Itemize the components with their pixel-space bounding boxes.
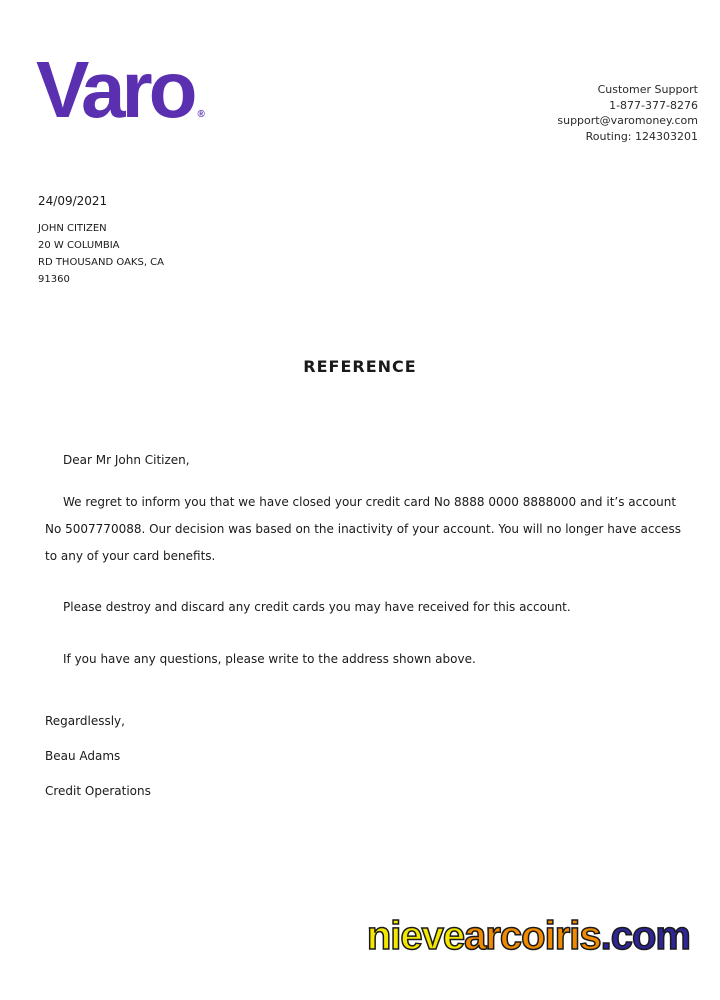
- registered-mark: ®: [197, 109, 205, 120]
- signer-name: Beau Adams: [45, 749, 121, 763]
- paragraph-destroy-cards: Please destroy and discard any credit cards you may have received for this account.: [63, 600, 571, 614]
- support-phone: 1-877-377-8276: [609, 98, 698, 112]
- letter-title: REFERENCE: [303, 357, 417, 376]
- address-line-2: RD THOUSAND OAKS, CA: [38, 257, 165, 268]
- watermark-part-2: arcoiris: [464, 914, 601, 958]
- watermark-part-3: .com: [600, 914, 690, 958]
- varo-logo: [36, 45, 205, 134]
- routing-number: Routing: 124303201: [585, 129, 698, 143]
- letter-body: [45, 450, 696, 673]
- customer-support-block: [557, 82, 698, 144]
- signature-block: [45, 712, 151, 817]
- recipient-block: [38, 194, 164, 288]
- postal-code: 91360: [38, 274, 70, 285]
- paragraph-card-closed: We regret to inform you that we have closed your credit card No 8888 0000 8888000 and it’s account No 5007770088. Our decision was based on the inactivity of your account. You will no longer have access to any of your card benefits.: [45, 495, 681, 563]
- letter-date: 24/09/2021: [38, 194, 108, 208]
- logo-text: Varo: [36, 45, 194, 134]
- watermark: [367, 914, 690, 959]
- support-email: support@varomoney.com: [557, 114, 698, 127]
- closing: Regardlessly,: [45, 714, 125, 728]
- recipient-name: JOHN CITIZEN: [38, 223, 107, 234]
- salutation: Dear Mr John Citizen,: [63, 453, 190, 467]
- address-line-1: 20 W COLUMBIA: [38, 240, 120, 251]
- watermark-part-1: nieve: [366, 914, 465, 958]
- signer-department: Credit Operations: [45, 784, 151, 798]
- paragraph-questions: If you have any questions, please write to the address shown above.: [63, 652, 476, 666]
- support-title: Customer Support: [597, 83, 698, 96]
